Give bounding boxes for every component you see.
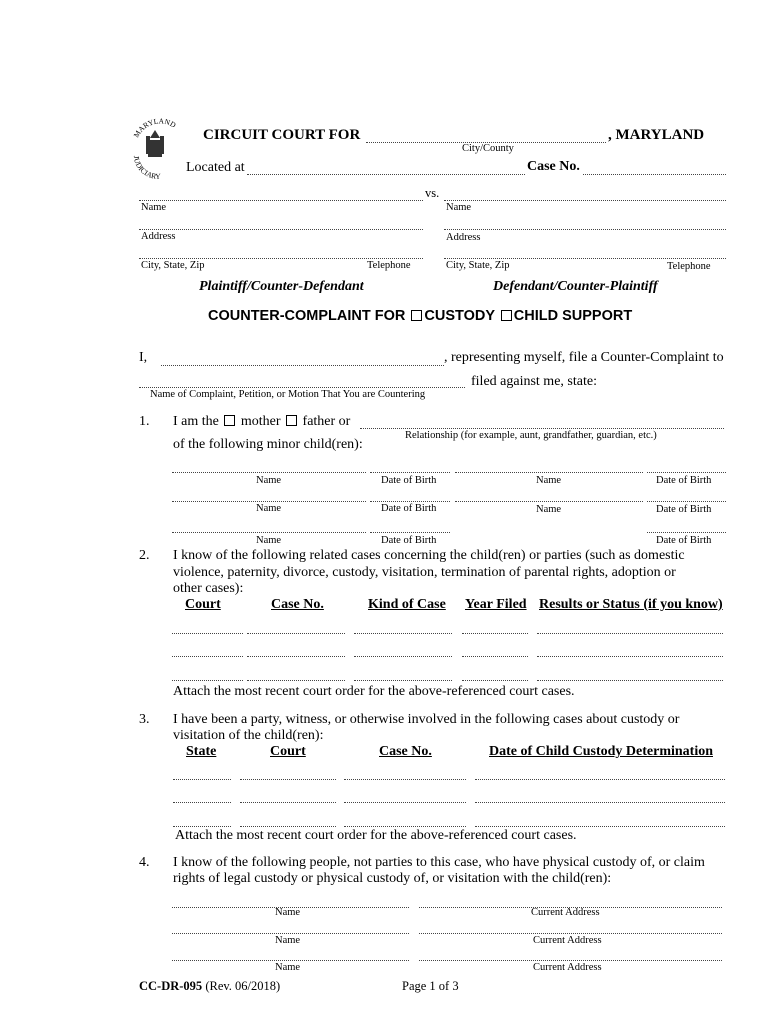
child-name-caption: Name — [536, 475, 562, 486]
custody-checkbox[interactable] — [411, 310, 422, 321]
state-suffix: , MARYLAND — [608, 127, 705, 143]
item2-line2: violence, paternity, divorce, custody, visitation, termination of parental rights, adoption or — [173, 565, 676, 580]
custody-court-field[interactable] — [240, 779, 336, 780]
col-case-no: Case No. — [271, 597, 324, 612]
case-status-field[interactable] — [537, 656, 723, 657]
custody-case-number-field[interactable] — [344, 826, 466, 827]
col-kind-of-case: Kind of Case — [368, 597, 446, 612]
case-number-field[interactable] — [247, 680, 345, 681]
relationship-caption: Relationship (for example, aunt, grandfather, guardian, etc.) — [405, 430, 657, 441]
child-dob-caption: Date of Birth — [656, 504, 712, 515]
col-court: Court — [185, 597, 221, 612]
maryland-judiciary-seal — [128, 112, 188, 182]
child-dob-caption: Date of Birth — [381, 475, 437, 486]
col-year-filed: Year Filed — [465, 597, 527, 612]
item3-line1: I have been a party, witness, or otherwise involved in the following cases about custody or — [173, 712, 680, 727]
custody-state-field[interactable] — [173, 802, 231, 803]
located-at-label: Located at — [186, 160, 245, 175]
item2-line1: I know of the following related cases concerning the child(ren) or parties (such as domestic — [173, 548, 685, 563]
defendant-name-caption: Name — [446, 202, 472, 213]
child-name-field[interactable] — [172, 472, 366, 473]
child-name-field[interactable] — [455, 501, 643, 502]
form-id — [139, 979, 280, 994]
child-name-caption: Name — [256, 535, 282, 546]
child-name-field[interactable] — [455, 472, 643, 473]
case-court-field[interactable] — [172, 633, 243, 634]
plaintiff-address-field[interactable] — [139, 229, 423, 230]
case-kind-field[interactable] — [354, 656, 452, 657]
father-or-label: father or — [302, 414, 351, 429]
col-results-status: Results or Status (if you know) — [539, 597, 723, 612]
intro-i: I, — [139, 350, 148, 365]
item3-attach-note: Attach the most recent court order for the above-referenced court cases. — [175, 828, 577, 843]
case-year-field[interactable] — [462, 633, 528, 634]
item4-number: 4. — [139, 855, 150, 870]
item3-number: 3. — [139, 712, 150, 727]
item1-text — [173, 414, 350, 430]
svg-text:JUDICIARY: JUDICIARY — [131, 155, 161, 181]
father-checkbox[interactable] — [286, 415, 297, 426]
custodian-address-caption: Current Address — [531, 907, 600, 918]
i-am-the: I am the — [173, 414, 219, 429]
item4-line2: rights of legal custody or physical custody of, or visitation with the child(ren): — [173, 871, 612, 886]
of-following-children: of the following minor child(ren): — [173, 437, 363, 452]
child-name-field[interactable] — [172, 532, 366, 533]
form-title — [208, 308, 632, 324]
child-dob-field[interactable] — [647, 501, 726, 502]
defendant-address-field[interactable] — [444, 229, 726, 230]
case-number-field[interactable] — [247, 656, 345, 657]
custodian-address-caption: Current Address — [533, 962, 602, 973]
child-dob-caption: Date of Birth — [656, 475, 712, 486]
item3-line2: visitation of the child(ren): — [173, 728, 324, 743]
child-dob-caption: Date of Birth — [381, 535, 437, 546]
case-status-field[interactable] — [537, 680, 723, 681]
custody-court-field[interactable] — [240, 826, 336, 827]
child-name-caption: Name — [256, 503, 282, 514]
title-child-support: CHILD SUPPORT — [513, 308, 633, 324]
case-court-field[interactable] — [172, 656, 243, 657]
case-kind-field[interactable] — [354, 680, 452, 681]
defendant-name-field[interactable] — [444, 200, 726, 201]
child-name-field[interactable] — [172, 501, 366, 502]
plaintiff-city-caption: City, State, Zip — [141, 260, 205, 271]
child-dob-field[interactable] — [647, 532, 726, 533]
title-custody: CUSTODY — [424, 308, 495, 324]
intro-representing: , representing myself, file a Counter-Complaint to — [444, 350, 724, 365]
court-heading: CIRCUIT COURT FOR — [203, 127, 361, 143]
child-dob-field[interactable] — [647, 472, 726, 473]
plaintiff-name-caption: Name — [141, 202, 167, 213]
custody-court-field[interactable] — [240, 802, 336, 803]
filer-name-field[interactable] — [161, 365, 444, 366]
form-revision: (Rev. 06/2018) — [205, 979, 281, 993]
vs-label: vs. — [425, 186, 440, 200]
svg-text:MARYLAND: MARYLAND — [131, 116, 178, 140]
custodian-name-field[interactable] — [172, 933, 409, 934]
custody-date-field[interactable] — [475, 826, 725, 827]
relationship-field[interactable] — [360, 428, 724, 429]
case-year-field[interactable] — [462, 680, 528, 681]
child-dob-caption: Date of Birth — [656, 535, 712, 546]
custody-date-field[interactable] — [475, 802, 725, 803]
custodian-name-caption: Name — [275, 962, 301, 973]
defendant-city-caption: City, State, Zip — [446, 260, 510, 271]
col-state: State — [186, 744, 217, 759]
defendant-telephone-caption: Telephone — [667, 261, 711, 272]
case-court-field[interactable] — [172, 680, 243, 681]
case-number-field[interactable] — [247, 633, 345, 634]
defendant-address-caption: Address — [446, 232, 481, 243]
form-number: CC-DR-095 — [139, 979, 203, 993]
location-field[interactable] — [247, 174, 525, 175]
custodian-address-field[interactable] — [419, 933, 722, 934]
child-dob-field[interactable] — [370, 472, 450, 473]
child-dob-field[interactable] — [370, 532, 450, 533]
case-year-field[interactable] — [462, 656, 528, 657]
defendant-role: Defendant/Counter-Plaintiff — [493, 279, 658, 294]
custody-case-number-field[interactable] — [344, 802, 466, 803]
mother-label: mother — [240, 414, 281, 429]
child-name-caption: Name — [256, 475, 282, 486]
countered-caption: Name of Complaint, Petition, or Motion That You are Countering — [150, 389, 426, 400]
plaintiff-address-caption: Address — [141, 231, 176, 242]
case-no-label: Case No. — [527, 159, 580, 174]
case-kind-field[interactable] — [354, 633, 452, 634]
defendant-city-field[interactable] — [444, 258, 726, 259]
custodian-address-caption: Current Address — [533, 935, 602, 946]
item4-line1: I know of the following people, not parties to this case, who have physical custody of, or claim — [173, 855, 705, 870]
page-number: Page 1 of 3 — [402, 979, 459, 993]
case-status-field[interactable] — [537, 633, 723, 634]
col-case-no: Case No. — [379, 744, 432, 759]
custody-date-field[interactable] — [475, 779, 725, 780]
item2-line3: other cases): — [173, 581, 244, 596]
item1-number: 1. — [139, 414, 150, 429]
countered-complaint-field[interactable] — [139, 387, 465, 388]
custody-case-number-field[interactable] — [344, 779, 466, 780]
title-prefix: COUNTER-COMPLAINT FOR — [208, 308, 406, 324]
mother-checkbox[interactable] — [224, 415, 235, 426]
city-county-caption: City/County — [462, 143, 514, 154]
plaintiff-role: Plaintiff/Counter-Defendant — [199, 279, 364, 294]
custodian-name-caption: Name — [275, 907, 301, 918]
plaintiff-telephone-caption: Telephone — [367, 260, 411, 271]
custody-state-field[interactable] — [173, 779, 231, 780]
child-support-checkbox[interactable] — [501, 310, 512, 321]
col-custody-determination-date: Date of Child Custody Determination — [489, 744, 713, 759]
child-name-caption: Name — [536, 504, 562, 515]
case-no-field[interactable] — [583, 174, 726, 175]
custodian-name-field[interactable] — [172, 960, 409, 961]
custody-state-field[interactable] — [173, 826, 231, 827]
custodian-name-caption: Name — [275, 935, 301, 946]
col-court: Court — [270, 744, 306, 759]
item2-number: 2. — [139, 548, 150, 563]
child-dob-field[interactable] — [370, 501, 450, 502]
item2-attach-note: Attach the most recent court order for the above-referenced court cases. — [173, 684, 575, 699]
child-dob-caption: Date of Birth — [381, 503, 437, 514]
plaintiff-city-field[interactable] — [139, 258, 423, 259]
intro-filed-against: filed against me, state: — [471, 374, 597, 389]
custodian-address-field[interactable] — [419, 960, 722, 961]
plaintiff-name-field[interactable] — [139, 200, 423, 201]
